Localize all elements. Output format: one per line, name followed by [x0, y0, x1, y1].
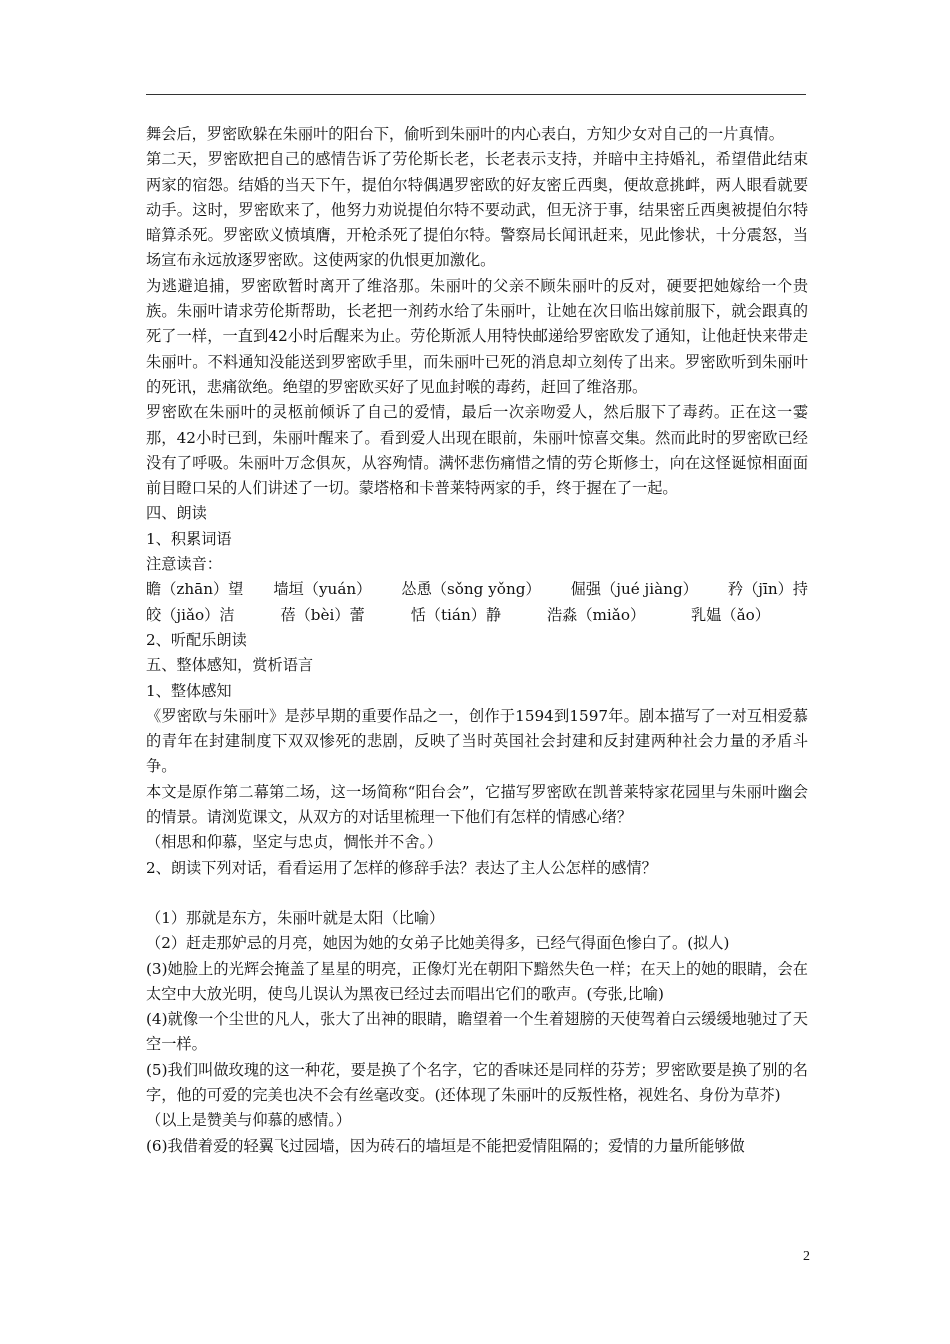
- paragraph: 《罗密欧与朱丽叶》是莎早期的重要作品之一，创作于1594到1597年。剧本描写了一对互相爱慕的青年在封建制度下双双惨死的悲剧，反映了当时英国社会封建和反封建两种社会力量的矛盾斗争。: [146, 706, 808, 776]
- subsection-heading: 1、整体感知: [146, 681, 232, 700]
- paragraph: 2、朗读下列对话，看看运用了怎样的修辞手法？表达了主人公怎样的感情？: [146, 858, 657, 877]
- dialogue-item: (3)她脸上的光辉会掩盖了星星的明亮，正像灯光在朝阳下黯然失色一样；在天上的她的眼睛，会在太空中大放光明，使鸟儿误认为黑夜已经过去而唱出它们的歌声。(夸张,比喻): [146, 959, 808, 1003]
- paragraph: 罗密欧在朱丽叶的灵柩前倾诉了自己的爱情，最后一次亲吻爱人，然后服下了毒药。正在这一霎那，42小时已到，朱丽叶醒来了。看到爱人出现在眼前，朱丽叶惊喜交集。然而此时的罗密欧已经没有了呼吸。朱丽叶万念俱灰，从容殉情。满怀悲伤痛惜之情的劳仑斯修士，向在这怪诞惊相面面前目瞪口呆的人们讲述了一切。蒙塔格和卡普莱特两家的手，终于握在了一起。: [146, 403, 808, 498]
- page-number: 2: [803, 1249, 810, 1264]
- vocab-item: 怂恿（sǒng yǒng）: [401, 580, 541, 599]
- dialogue-note: （以上是赞美与仰慕的感情。）: [146, 1111, 352, 1130]
- paragraph: 为逃避追捕，罗密欧暂时离开了维洛那。朱丽叶的父亲不顾朱丽叶的反对，硬要把她嫁给一个贵族。朱丽叶请求劳伦斯帮助，长老把一剂药水给了朱丽叶，让她在次日临出嫁前服下，就会跟真的死了一样，一直到42小时后醒来为止。劳伦斯派人用特快邮递给罗密欧发了通知，让他赶快来带走朱丽叶。不料通知没能送到罗密欧手里，而朱丽叶已死的消息却立刻传了出来。罗密欧听到朱丽叶的死讯，悲痛欲绝。绝望的罗密欧买好了见血封喉的毒药，赶回了维洛那。: [146, 276, 808, 396]
- vocab-item: 乳媪（ǎo）: [691, 605, 770, 624]
- dialogue-item: (4)就像一个尘世的凡人，张大了出神的眼睛，瞻望着一个生着翅膀的天使驾着白云缓缓地驰过了天空一样。: [146, 1010, 808, 1054]
- paragraph: 本文是原作第二幕第二场，这一场简称“阳台会”，它描写罗密欧在凯普莱特家花园里与朱丽叶幽会的情景。请浏览课文，从双方的对话里梳理一下他们有怎样的情感心绪？: [146, 782, 808, 827]
- vocab-row: [146, 577, 808, 602]
- paragraph: 注意读音：: [146, 555, 222, 574]
- dialogue-item: （1）那就是东方，朱丽叶就是太阳（比喻）: [146, 908, 445, 927]
- paragraph: 舞会后，罗密欧躲在朱丽叶的阳台下，偷听到朱丽叶的内心表白，方知少女对自己的一片真情。: [146, 125, 784, 143]
- vocab-item: 墙垣（yuán）: [273, 580, 372, 599]
- dialogue-item: (5)我们叫做玫瑰的这一种花，要是换了个名字，它的香味还是同样的芬芳；罗密欧要是换了别的名字，他的可爱的完美也决不会有丝毫改变。(还体现了朱丽叶的反叛性格，视姓名、身份为草芥): [146, 1060, 808, 1104]
- dialogue-item: (6)我借着爱的轻翼飞过园墙，因为砖石的墙垣是不能把爱情阻隔的；爱情的力量所能够做: [146, 1136, 745, 1155]
- vocab-row: [146, 603, 808, 628]
- document-body: [146, 122, 808, 1159]
- section-heading: 四、朗读: [146, 504, 207, 523]
- blank-line: [146, 881, 808, 906]
- vocab-item: 恬（tián）静: [410, 605, 502, 624]
- vocab-item: 浩淼（miǎo）: [546, 605, 646, 624]
- subsection-heading: 2、听配乐朗读: [146, 630, 247, 649]
- header-rule: [146, 94, 806, 95]
- paragraph: 第二天，罗密欧把自己的感情告诉了劳伦斯长老，长老表示支持，并暗中主持婚礼，希望借此结束两家的宿怨。结婚的当天下午，提伯尔特偶遇罗密欧的好友密丘西奥，便故意挑衅，两人眼看就要动手。这时，罗密欧来了，他努力劝说提伯尔特不要动武，但无济于事，结果密丘西奥被提伯尔特暗算杀死。罗密欧义愤填膺，开枪杀死了提伯尔特。警察局长闻讯赶来，见此惨状，十分震怒，当场宣布永远放逐罗密欧。这使两家的仇恨更加激化。: [146, 150, 808, 270]
- subsection-heading: 1、积累词语: [146, 529, 232, 548]
- dialogue-item: （2）赶走那妒忌的月亮，她因为她的女弟子比她美得多，已经气得面色惨白了。(拟人): [146, 934, 730, 953]
- vocab-item: 矜（jīn）持: [727, 580, 808, 599]
- paragraph: （相思和仰慕，坚定与忠贞，惆怅并不舍。）: [146, 833, 443, 852]
- section-heading: 五、整体感知，赏析语言: [146, 656, 314, 675]
- vocab-item: 倔强（jué jiàng）: [570, 580, 698, 599]
- vocab-item: 蓓（bèi）蕾: [280, 605, 365, 624]
- vocab-item: 皎（jiǎo）洁: [146, 605, 235, 624]
- vocab-item: 瞻（zhān）望: [146, 580, 244, 599]
